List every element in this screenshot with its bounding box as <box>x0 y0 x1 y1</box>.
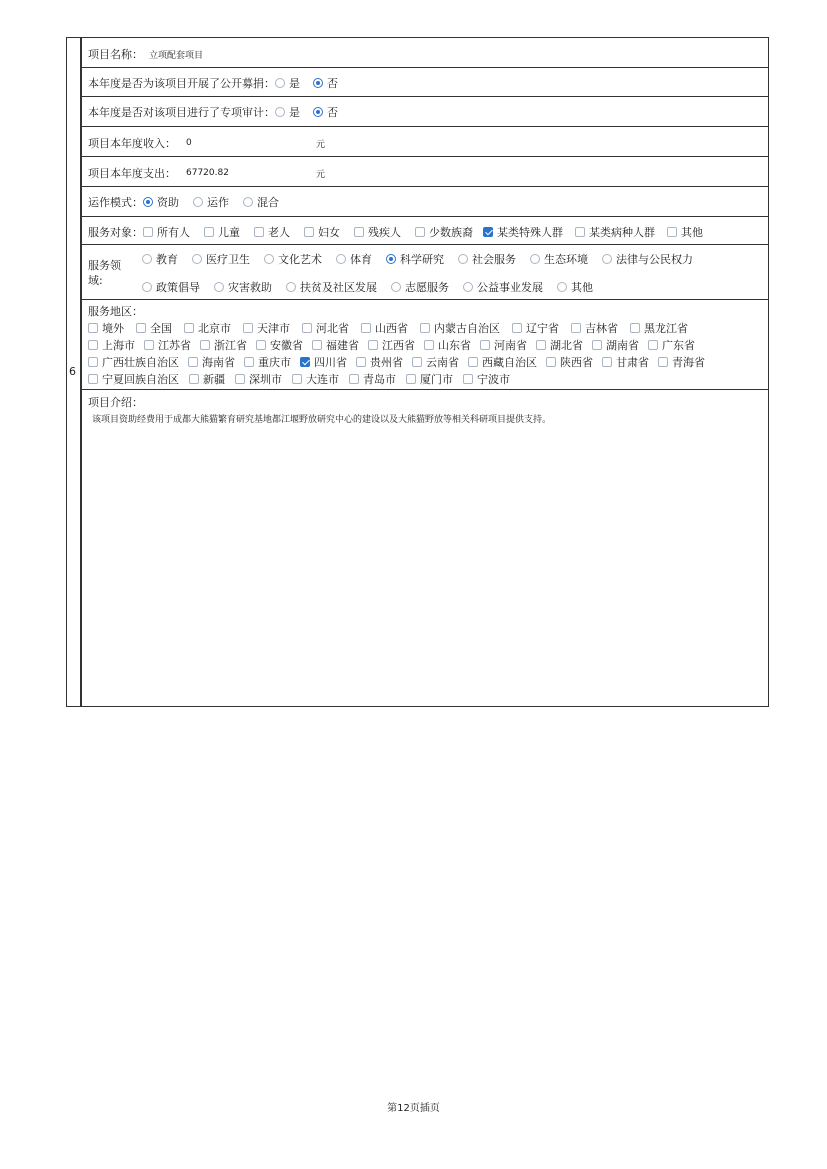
operation-mode-funding[interactable]: 资助 <box>143 194 179 210</box>
radio-icon <box>602 254 612 264</box>
income-unit: 元 <box>316 139 326 150</box>
checkbox-icon <box>143 227 153 237</box>
service-target-option[interactable]: 残疾人 <box>354 224 401 240</box>
radio-selected-icon <box>143 197 153 207</box>
region-option[interactable]: 吉林省 <box>571 320 618 336</box>
service-region-label: 服务地区： <box>88 305 143 318</box>
expense-unit: 元 <box>316 169 326 180</box>
checkbox-icon <box>412 357 422 367</box>
region-option[interactable]: 江西省 <box>368 337 415 353</box>
checkbox-icon <box>571 323 581 333</box>
checkbox-icon <box>254 227 264 237</box>
region-option[interactable]: 甘肃省 <box>602 354 649 370</box>
radio-icon <box>530 254 540 264</box>
checkbox-icon <box>244 357 254 367</box>
region-option[interactable]: 浙江省 <box>200 337 247 353</box>
service-target-option-checked[interactable]: 某类特殊人群 <box>483 224 563 240</box>
service-region-line-3 <box>88 354 764 370</box>
region-option[interactable]: 宁波市 <box>463 371 510 387</box>
project-name-value: 立项配套项目 <box>149 50 204 61</box>
service-region-line-2 <box>88 337 764 353</box>
project-intro-label: 项目介绍： <box>88 396 143 409</box>
service-target-option[interactable]: 某类病种人群 <box>575 224 655 240</box>
region-option[interactable]: 内蒙古自治区 <box>420 320 500 336</box>
service-field-label-1: 服务领 <box>88 259 121 272</box>
checkbox-icon <box>188 357 198 367</box>
checkbox-icon <box>200 340 210 350</box>
checkbox-icon <box>648 340 658 350</box>
checkbox-icon <box>189 374 199 384</box>
checkbox-icon <box>658 357 668 367</box>
region-option[interactable]: 重庆市 <box>244 354 291 370</box>
region-option[interactable]: 西藏自治区 <box>468 354 537 370</box>
operation-mode-row <box>82 187 768 217</box>
region-option[interactable]: 青海省 <box>658 354 705 370</box>
service-field-option[interactable]: 体育 <box>336 251 372 267</box>
checkbox-icon <box>302 323 312 333</box>
page-number: 第12页插页 <box>387 1103 440 1114</box>
service-field-option[interactable]: 公益事业发展 <box>463 279 543 295</box>
region-option[interactable]: 大连市 <box>292 371 339 387</box>
radio-selected-icon <box>313 78 323 88</box>
project-intro-text: 该项目资助经费用于成都大熊猫繁育研究基地都江堰野放研究中心的建设以及大熊猫野放等相关科研项目提供支持。 <box>92 415 552 425</box>
region-option[interactable]: 青岛市 <box>349 371 396 387</box>
checkbox-icon <box>354 227 364 237</box>
checkbox-checked-icon <box>300 357 310 367</box>
region-option[interactable]: 陕西省 <box>546 354 593 370</box>
region-option[interactable]: 广东省 <box>648 337 695 353</box>
checkbox-icon <box>361 323 371 333</box>
region-option[interactable]: 辽宁省 <box>512 320 559 336</box>
checkbox-icon <box>349 374 359 384</box>
radio-icon <box>286 282 296 292</box>
region-option[interactable]: 上海市 <box>88 337 135 353</box>
service-field-option[interactable]: 文化艺术 <box>264 251 322 267</box>
checkbox-checked-icon <box>483 227 493 237</box>
radio-icon <box>264 254 274 264</box>
radio-selected-icon <box>386 254 396 264</box>
operation-mode-operate[interactable]: 运作 <box>193 194 229 210</box>
checkbox-icon <box>243 323 253 333</box>
checkbox-icon <box>463 374 473 384</box>
radio-icon <box>275 78 285 88</box>
region-option[interactable]: 山东省 <box>424 337 471 353</box>
special-audit-row <box>82 97 768 127</box>
checkbox-icon <box>536 340 546 350</box>
region-option[interactable]: 江苏省 <box>144 337 191 353</box>
radio-selected-icon <box>313 107 323 117</box>
radio-icon <box>391 282 401 292</box>
region-option[interactable]: 河北省 <box>302 320 349 336</box>
region-option[interactable]: 全国 <box>136 320 172 336</box>
radio-icon <box>192 254 202 264</box>
region-option[interactable]: 云南省 <box>412 354 459 370</box>
expense-value: 67720.82 <box>186 168 229 178</box>
checkbox-icon <box>235 374 245 384</box>
checkbox-icon <box>480 340 490 350</box>
region-option[interactable]: 安徽省 <box>256 337 303 353</box>
service-field-option[interactable]: 其他 <box>557 279 593 295</box>
region-option[interactable]: 贵州省 <box>356 354 403 370</box>
region-option[interactable]: 河南省 <box>480 337 527 353</box>
region-option[interactable]: 广西壮族自治区 <box>88 354 179 370</box>
radio-icon <box>214 282 224 292</box>
income-value: 0 <box>186 138 192 148</box>
income-row <box>82 127 768 157</box>
checkbox-icon <box>88 357 98 367</box>
income-label: 项目本年度收入： <box>88 137 176 150</box>
checkbox-icon <box>368 340 378 350</box>
checkbox-icon <box>415 227 425 237</box>
service-field-option[interactable]: 社会服务 <box>458 251 516 267</box>
radio-icon <box>463 282 473 292</box>
radio-icon <box>336 254 346 264</box>
service-target-option[interactable]: 老人 <box>254 224 290 240</box>
checkbox-icon <box>184 323 194 333</box>
public-fundraising-row <box>82 68 768 97</box>
region-option[interactable]: 山西省 <box>361 320 408 336</box>
service-target-option[interactable]: 儿童 <box>204 224 240 240</box>
checkbox-icon <box>424 340 434 350</box>
checkbox-icon <box>88 323 98 333</box>
checkbox-icon <box>144 340 154 350</box>
service-field-option[interactable]: 扶贫及社区发展 <box>286 279 377 295</box>
checkbox-icon <box>204 227 214 237</box>
operation-mode-mixed[interactable]: 混合 <box>243 194 279 210</box>
region-option-checked[interactable]: 四川省 <box>300 354 347 370</box>
checkbox-icon <box>88 340 98 350</box>
region-option[interactable]: 北京市 <box>184 320 231 336</box>
checkbox-icon <box>512 323 522 333</box>
checkbox-icon <box>575 227 585 237</box>
expense-label: 项目本年度支出： <box>88 167 176 180</box>
radio-icon <box>458 254 468 264</box>
checkbox-icon <box>88 374 98 384</box>
checkbox-icon <box>312 340 322 350</box>
service-target-option[interactable]: 其他 <box>667 224 703 240</box>
service-field-option[interactable]: 教育 <box>142 251 178 267</box>
operation-mode-label: 运作模式： <box>88 196 143 209</box>
checkbox-icon <box>546 357 556 367</box>
service-field-option[interactable]: 法律与公民权力 <box>602 251 693 267</box>
checkbox-icon <box>602 357 612 367</box>
service-region-line-1 <box>88 320 764 336</box>
radio-icon <box>275 107 285 117</box>
project-name-row <box>82 38 768 68</box>
service-field-label-2: 域: <box>88 274 103 287</box>
public-fundraising-yes[interactable]: 是 <box>275 75 300 91</box>
project-table <box>66 37 769 707</box>
service-field-row <box>82 245 768 300</box>
checkbox-icon <box>468 357 478 367</box>
checkbox-icon <box>420 323 430 333</box>
expense-row <box>82 157 768 187</box>
checkbox-icon <box>592 340 602 350</box>
radio-icon <box>142 282 152 292</box>
row-index-column <box>67 38 81 706</box>
special-audit-label: 本年度是否对该项目进行了专项审计： <box>88 106 275 119</box>
service-region-row <box>82 300 768 390</box>
service-target-option[interactable]: 所有人 <box>143 224 190 240</box>
checkbox-icon <box>292 374 302 384</box>
region-option[interactable]: 宁夏回族自治区 <box>88 371 179 387</box>
radio-icon <box>193 197 203 207</box>
project-intro-row <box>82 390 768 706</box>
radio-icon <box>142 254 152 264</box>
service-target-label: 服务对象： <box>88 226 143 239</box>
service-field-option[interactable]: 医疗卫生 <box>192 251 250 267</box>
checkbox-icon <box>256 340 266 350</box>
checkbox-icon <box>304 227 314 237</box>
region-option[interactable]: 新疆 <box>189 371 225 387</box>
service-field-option[interactable]: 生态环境 <box>530 251 588 267</box>
public-fundraising-no[interactable]: 否 <box>313 75 338 91</box>
service-field-option[interactable]: 灾害救助 <box>214 279 272 295</box>
service-field-option-selected[interactable]: 科学研究 <box>386 251 444 267</box>
checkbox-icon <box>356 357 366 367</box>
project-name-label: 项目名称： <box>88 48 143 61</box>
service-field-option[interactable]: 政策倡导 <box>142 279 200 295</box>
special-audit-no[interactable]: 否 <box>313 104 338 120</box>
service-target-row <box>82 217 768 245</box>
row-index: 6 <box>69 365 76 378</box>
checkbox-icon <box>406 374 416 384</box>
project-details <box>81 38 768 706</box>
region-option[interactable]: 福建省 <box>312 337 359 353</box>
region-option[interactable]: 湖北省 <box>536 337 583 353</box>
radio-icon <box>243 197 253 207</box>
service-region-line-4 <box>88 371 764 387</box>
checkbox-icon <box>630 323 640 333</box>
region-option[interactable]: 黑龙江省 <box>630 320 688 336</box>
public-fundraising-label: 本年度是否为该项目开展了公开募捐： <box>88 77 275 90</box>
region-option[interactable]: 湖南省 <box>592 337 639 353</box>
region-option[interactable]: 境外 <box>88 320 124 336</box>
checkbox-icon <box>136 323 146 333</box>
region-option[interactable]: 天津市 <box>243 320 290 336</box>
radio-icon <box>557 282 567 292</box>
region-option[interactable]: 深圳市 <box>235 371 282 387</box>
service-field-option[interactable]: 志愿服务 <box>391 279 449 295</box>
region-option[interactable]: 海南省 <box>188 354 235 370</box>
region-option[interactable]: 厦门市 <box>406 371 453 387</box>
checkbox-icon <box>667 227 677 237</box>
service-target-option[interactable]: 少数族裔 <box>415 224 473 240</box>
special-audit-yes[interactable]: 是 <box>275 104 300 120</box>
service-target-option[interactable]: 妇女 <box>304 224 340 240</box>
